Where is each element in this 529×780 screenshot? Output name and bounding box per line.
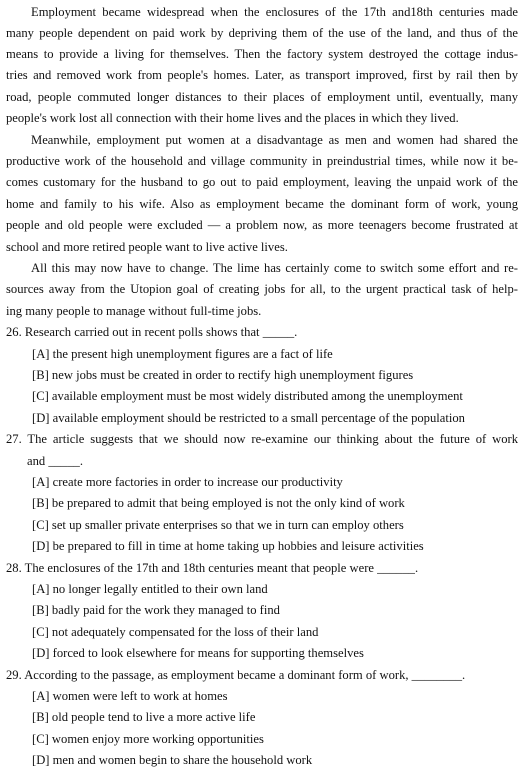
paragraph-line: productive work of the household and village community in preindustrial times, while now it be- [6, 154, 518, 168]
answer-option[interactable]: [B] old people tend to live a more active life [32, 710, 256, 724]
answer-option[interactable]: [D] men and women begin to share the household work [32, 753, 313, 767]
paragraph-line: home and family to his wife. Also as employment became the dominant form of work, young [6, 197, 518, 211]
answer-option[interactable]: [B] be prepared to admit that being employed is not the only kind of work [32, 496, 405, 510]
answer-option[interactable]: [D] available employment should be restricted to a small percentage of the population [32, 411, 465, 425]
answer-option[interactable]: [D] be prepared to fill in time at home taking up hobbies and leisure activities [32, 539, 424, 553]
paragraph-line: Employment became widespread when the enclosures of the 17th and18th centuries made [31, 5, 518, 19]
question-stem: 26. Research carried out in recent polls shows that _____. [6, 325, 298, 339]
answer-option[interactable]: [D] forced to look elsewhere for means for supporting themselves [32, 646, 364, 660]
paragraph-line: All this may now have to change. The lime has certainly come to switch some effort and re- [31, 261, 518, 275]
answer-option[interactable]: [A] the present high unemployment figures are a fact of life [32, 347, 333, 361]
question-stem: 27. The article suggests that we should now re-examine our thinking about the future of work [6, 432, 518, 446]
answer-option[interactable]: [A] women were left to work at homes [32, 689, 228, 703]
paragraph-line: tries and removed work from people's homes. Later, as transport improved, first by rail then by [6, 68, 518, 82]
paragraph-line: people and old people were excluded — a problem now, as more teenagers become frustrated at [6, 218, 518, 232]
paragraph-line: many people dependent on paid work by depriving them of the use of the land, and thus of the [6, 26, 518, 40]
answer-option[interactable]: [C] set up smaller private enterprises so that we in turn can employ others [32, 518, 404, 532]
paragraph-line: sources away from the Utopion goal of creating jobs for all, to the urgent practical task of help- [6, 282, 518, 296]
answer-option[interactable]: [C] not adequately compensated for the loss of their land [32, 625, 319, 639]
answer-option[interactable]: [B] new jobs must be created in order to rectify high unemployment figures [32, 368, 414, 382]
paragraph-line: people's work lost all connection with their home lives and the places in which they lived. [6, 111, 459, 125]
answer-option[interactable]: [C] women enjoy more working opportunities [32, 732, 264, 746]
paragraph-line: means to provide a living for themselves. Then the factory system destroyed the cottage indus- [6, 47, 518, 61]
paragraph-line: ing many people to manage without full-time jobs. [6, 304, 262, 318]
answer-option[interactable]: [A] create more factories in order to increase our productivity [32, 475, 343, 489]
paragraph-line: comes customary for the husband to go out to paid employment, leaving the unpaid work of the [6, 175, 518, 189]
paragraph-line: road, people commuted longer distances to their places of employment until, eventually, many [6, 90, 518, 104]
answer-option[interactable]: [A] no longer legally entitled to their own land [32, 582, 268, 596]
answer-option[interactable]: [B] badly paid for the work they managed to find [32, 603, 280, 617]
question-stem: 29. According to the passage, as employment became a dominant form of work, ________. [6, 668, 466, 682]
paragraph-line: Meanwhile, employment put women at a disadvantage as men and women had shared the [31, 133, 518, 147]
paragraph-line: school and more retired people want to live active lives. [6, 240, 288, 254]
question-stem: and _____. [27, 454, 83, 468]
answer-option[interactable]: [C] available employment must be most widely distributed among the unemployment [32, 389, 463, 403]
question-stem: 28. The enclosures of the 17th and 18th centuries meant that people were ______. [6, 561, 419, 575]
